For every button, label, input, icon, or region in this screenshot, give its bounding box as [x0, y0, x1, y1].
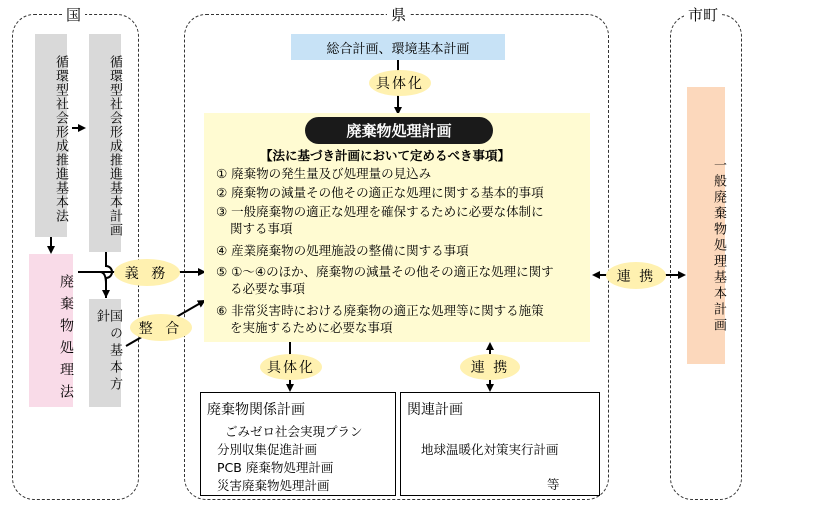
- plan-item: ⑤ ①～④のほか、廃棄物の減量その他その適正な処理に関す: [216, 264, 554, 279]
- waste-law-box: 廃棄物処理法: [29, 254, 73, 407]
- matters-heading: 【法に基づき計画において定めるべき事項】: [260, 148, 511, 163]
- waste-related-item: 災害廃棄物処理計画: [217, 478, 330, 493]
- duty-oval: 義 務: [114, 259, 180, 286]
- related-title: 関連計画: [407, 402, 463, 418]
- waste-related-box: [200, 392, 396, 496]
- prefecture-title: 県: [387, 6, 410, 24]
- concretize-bottom-oval: 具体化: [260, 354, 322, 380]
- plan-basic-box: 循環型社会形成推進基本計画: [89, 34, 121, 252]
- main-plan-title: 廃棄物処理計画: [305, 117, 493, 144]
- waste-related-item: PCB 廃棄物処理計画: [217, 460, 334, 475]
- country-title: 国: [62, 6, 85, 24]
- municipality-title: 市町: [684, 6, 722, 24]
- link-right-oval: 連 携: [606, 262, 666, 289]
- plan-item: ④ 産業廃棄物の処理施設の整備に関する事項: [216, 243, 469, 258]
- top-plan-box: [291, 34, 505, 60]
- related-etc: 等: [547, 477, 560, 492]
- waste-related-item: ごみゼロ社会実現プラン: [225, 424, 363, 439]
- link-bottom-oval: 連 携: [460, 354, 520, 380]
- waste-related-item: 分別収集促進計画: [217, 442, 318, 457]
- top-plan-label: 総合計画、環境基本計画: [326, 41, 470, 57]
- plan-item: る必要な事項: [230, 281, 306, 296]
- municipal-plan-box: 一般廃棄物処理基本計画: [687, 87, 725, 364]
- plan-item: ② 廃棄物の減量その他その適正な処理に関する基本的事項: [216, 185, 544, 200]
- related-box: [400, 392, 600, 496]
- plan-item: 関する事項: [230, 221, 293, 236]
- waste-related-title: 廃棄物関係計画: [207, 402, 305, 418]
- related-item: 地球温暖化対策実行計画: [421, 442, 559, 457]
- plan-item: を実施するために必要な事項: [230, 320, 393, 335]
- concretize-top-oval: 具体化: [369, 70, 431, 96]
- wastelaw-to-policy-line: [78, 272, 106, 298]
- basic-policy-box: 国の基本方針: [89, 299, 121, 407]
- consistency-oval: 整 合: [130, 314, 192, 341]
- law-basic-box: 循環型社会形成推進基本法: [35, 34, 67, 237]
- plan-item: ⑥ 非常災害時における廃棄物の適正な処理等に関する施策: [216, 303, 544, 318]
- plan-item: ① 廃棄物の発生量及び処理量の見込み: [216, 166, 432, 181]
- plan-item: ③ 一般廃棄物の適正な処理を確保するために必要な体制に: [216, 204, 544, 219]
